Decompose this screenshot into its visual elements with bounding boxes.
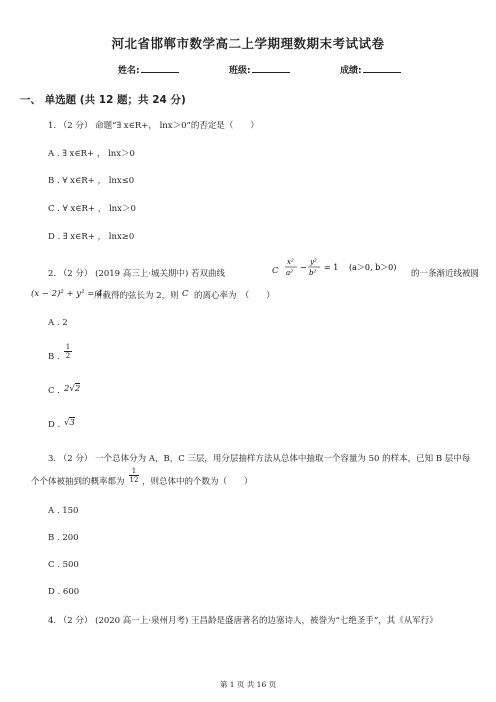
name-label: 姓名:	[118, 66, 140, 76]
q3-stem-a: 3. （2 分） 一个总体分为 A，B，C 三层，用分层抽样方法从总体中抽取一个容量为 50 的样本，已知 B 层中每	[48, 454, 471, 464]
score-label: 成绩:	[340, 66, 362, 76]
svg-text:y²: y²	[310, 258, 317, 266]
q2-option-c-value: 2√2	[64, 384, 81, 394]
page-footer: 第 1 页 共 16 页	[219, 680, 277, 689]
q2-stem-b: 的一条渐近线被圆	[411, 269, 480, 279]
q2-frac-denominator: 2	[65, 352, 71, 360]
q3-option-a: A . 150	[48, 506, 79, 516]
q2-c-coefficient: 2	[64, 384, 70, 394]
q2-c-radicand: 2	[74, 384, 81, 394]
q1-option-b: B . ∀ x∈R+ ， lnx≤0	[48, 176, 135, 186]
name-field	[118, 63, 179, 76]
section-heading: 一、 单选题 (共 12 题；共 24 分)	[20, 94, 186, 106]
q3-frac-denominator: 12	[129, 476, 139, 484]
class-blank	[252, 64, 290, 73]
q2-option-d: D .	[48, 420, 61, 430]
q2-stem-a: 2. （2 分） (2019 高三上·城关期中) 若双曲线	[48, 269, 225, 279]
q3-option-d: D . 600	[48, 587, 80, 597]
q2-d-radicand: 3	[69, 418, 75, 428]
page-title: 河北省邯郸市数学高二上学期理数期末考试试卷	[111, 36, 385, 51]
q3-option-c: C . 500	[48, 560, 79, 570]
svg-text:x²: x²	[287, 258, 294, 266]
class-label: 班级:	[229, 66, 251, 76]
svg-text:−: −	[300, 263, 307, 272]
q1-stem: 1. （2 分） 命题“∃ x∈R+， lnx＞0”的否定是（ ）	[48, 121, 259, 131]
q1-option-a: A . ∃ x∈R+ ， lnx＞0	[48, 149, 135, 159]
score-field	[340, 63, 401, 76]
q4-stem: 4. （2 分） (2020 高一上·泉州月考) 王昌龄是盛唐著名的边塞诗人，被誉为“七绝圣手”，其《从军行》	[48, 616, 438, 626]
q3-stem-c: ，则总体中的个数为（ ）	[142, 477, 253, 487]
q3-fraction	[129, 467, 139, 484]
q2-fraction-half	[64, 343, 72, 360]
svg-text:a²: a²	[286, 269, 293, 277]
q2-option-b: B .	[48, 352, 60, 362]
q2-option-a: A . 2	[48, 318, 68, 328]
q3-stem-b: 个个体被抽到的概率都为	[31, 477, 125, 487]
q2-condition: (a＞0, b＞0)	[349, 263, 397, 272]
q2-option-d-value: √3	[64, 418, 75, 428]
q3-option-b: B . 200	[48, 533, 79, 543]
q1-option-c: C . ∀ x∈R+ ， lnx＞0	[48, 204, 136, 214]
q2-stem-d: 的离心率为 （ ）	[194, 291, 275, 301]
q2-stem-c: 所截得的弦长为 2，则	[94, 291, 179, 301]
score-blank	[363, 64, 401, 73]
svg-text:= 1: = 1	[324, 263, 339, 272]
q2-option-c: C .	[48, 386, 60, 396]
q2-circle-equation: (x − 2)² + y² = 4	[31, 289, 103, 299]
name-blank	[141, 64, 179, 73]
q1-option-d: D . ∃ x∈R+ ， lnx≥0	[48, 232, 135, 242]
q2-frac-numerator: 1	[65, 343, 71, 351]
q2-curve-label-2: C	[182, 289, 189, 299]
q3-frac-numerator: 1	[131, 467, 137, 475]
q2-hyperbola-equation	[283, 256, 401, 278]
svg-text:b²: b²	[309, 269, 317, 277]
class-field	[229, 63, 290, 76]
q2-curve-label: C	[272, 266, 279, 276]
